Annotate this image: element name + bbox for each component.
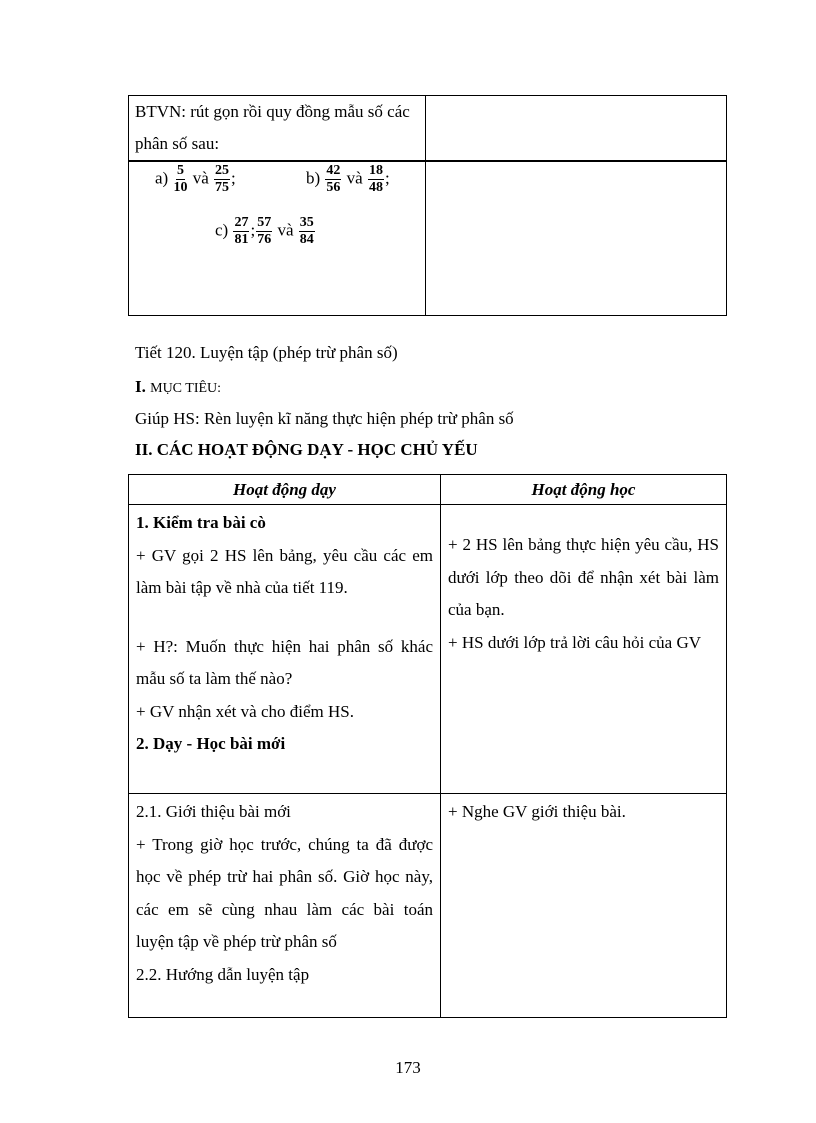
numerator: 25 — [215, 163, 230, 178]
page-number: 173 — [395, 1058, 421, 1077]
conjunction: và — [346, 168, 363, 188]
student-activity-cell — [441, 794, 727, 1018]
homework-table — [128, 95, 727, 316]
lesson-goal: Giúp HS: Rèn luyện kĩ năng thực hiện phép trừ phân số — [135, 409, 514, 428]
numerator: 18 — [368, 163, 383, 178]
section-activities-title: II. CÁC HOẠT ĐỘNG DẠY - HỌC CHỦ YẾU — [135, 440, 478, 459]
denominator: 84 — [299, 232, 314, 247]
fraction — [368, 163, 384, 196]
conjunction: và — [277, 220, 294, 240]
student-activity-cell — [441, 505, 727, 794]
teacher-step: + Trong giờ học trước, chúng ta đã được học về phép trừ hai phân số. Giờ học này, các em sẽ cùng nhau làm các bài toán luyện tập về phép trừ phân số — [136, 834, 433, 951]
student-step: + HS dưới lớp trả lời câu hỏi của GV — [448, 632, 702, 652]
section-title: MỤC TIÊU: — [150, 381, 222, 396]
exercise-a — [155, 163, 236, 196]
activity-heading: 1. Kiểm tra bài cò — [136, 513, 266, 532]
fraction — [233, 215, 249, 248]
conjunction: và — [192, 168, 209, 188]
separator: ; — [250, 220, 256, 240]
numerator: 35 — [299, 215, 314, 230]
homework-prompt: BTVN: rút gọn rồi quy đồng mẫu số các phân số sau: — [135, 102, 410, 153]
section-number: I. — [135, 377, 146, 396]
fraction — [214, 163, 230, 196]
teacher-step: 2.2. Hướng dẫn luyện tập — [136, 964, 310, 984]
exercise-a-label: a) — [155, 168, 169, 188]
terminator: ; — [384, 168, 390, 188]
homework-prompt-cell — [129, 96, 426, 162]
numerator: 42 — [326, 163, 341, 178]
student-step: + 2 HS lên bảng thực hiện yêu cầu, HS dưới lớp theo dõi để nhận xét bài làm của bạn. — [448, 535, 719, 619]
teacher-step: + GV gọi 2 HS lên bảng, yêu cầu các em làm bài tập về nhà của tiết 119. — [136, 545, 433, 597]
fraction — [299, 215, 315, 248]
exercise-c-label: c) — [215, 220, 229, 240]
header-student-activity: Hoạt động học — [441, 475, 727, 505]
fraction — [256, 215, 272, 248]
terminator: ; — [231, 168, 236, 188]
activities-table — [128, 474, 727, 1018]
section-objectives — [135, 377, 221, 397]
fraction — [325, 163, 341, 196]
teacher-activity-cell — [129, 794, 441, 1018]
denominator: 48 — [368, 180, 383, 195]
teacher-step: 2.1. Giới thiệu bài mới — [136, 802, 291, 821]
denominator: 10 — [173, 180, 188, 195]
lesson-title: Tiết 120. Luyện tập (phép trừ phân số) — [135, 343, 398, 362]
numerator: 27 — [234, 215, 249, 230]
teacher-step: + GV nhận xét và cho điểm HS. — [136, 701, 354, 721]
exercise-b-label: b) — [306, 168, 321, 188]
teacher-activity-cell — [129, 505, 441, 794]
denominator: 56 — [326, 180, 341, 195]
fraction — [173, 163, 187, 196]
homework-answer-cell — [426, 161, 727, 316]
numerator: 5 — [176, 163, 184, 178]
teacher-step: + H?: Muốn thực hiện hai phân số khác mẫu số ta làm thế nào? — [136, 636, 433, 688]
numerator: 57 — [257, 215, 272, 230]
homework-empty-cell — [426, 96, 727, 162]
exercise-c — [215, 215, 316, 248]
denominator: 75 — [215, 180, 230, 195]
denominator: 76 — [257, 232, 272, 247]
exercise-b — [306, 163, 390, 196]
header-teacher-activity: Hoạt động dạy — [129, 475, 441, 505]
student-step: + Nghe GV giới thiệu bài. — [448, 802, 626, 821]
denominator: 81 — [234, 232, 249, 247]
activity-heading: 2. Dạy - Học bài mới — [136, 734, 286, 753]
